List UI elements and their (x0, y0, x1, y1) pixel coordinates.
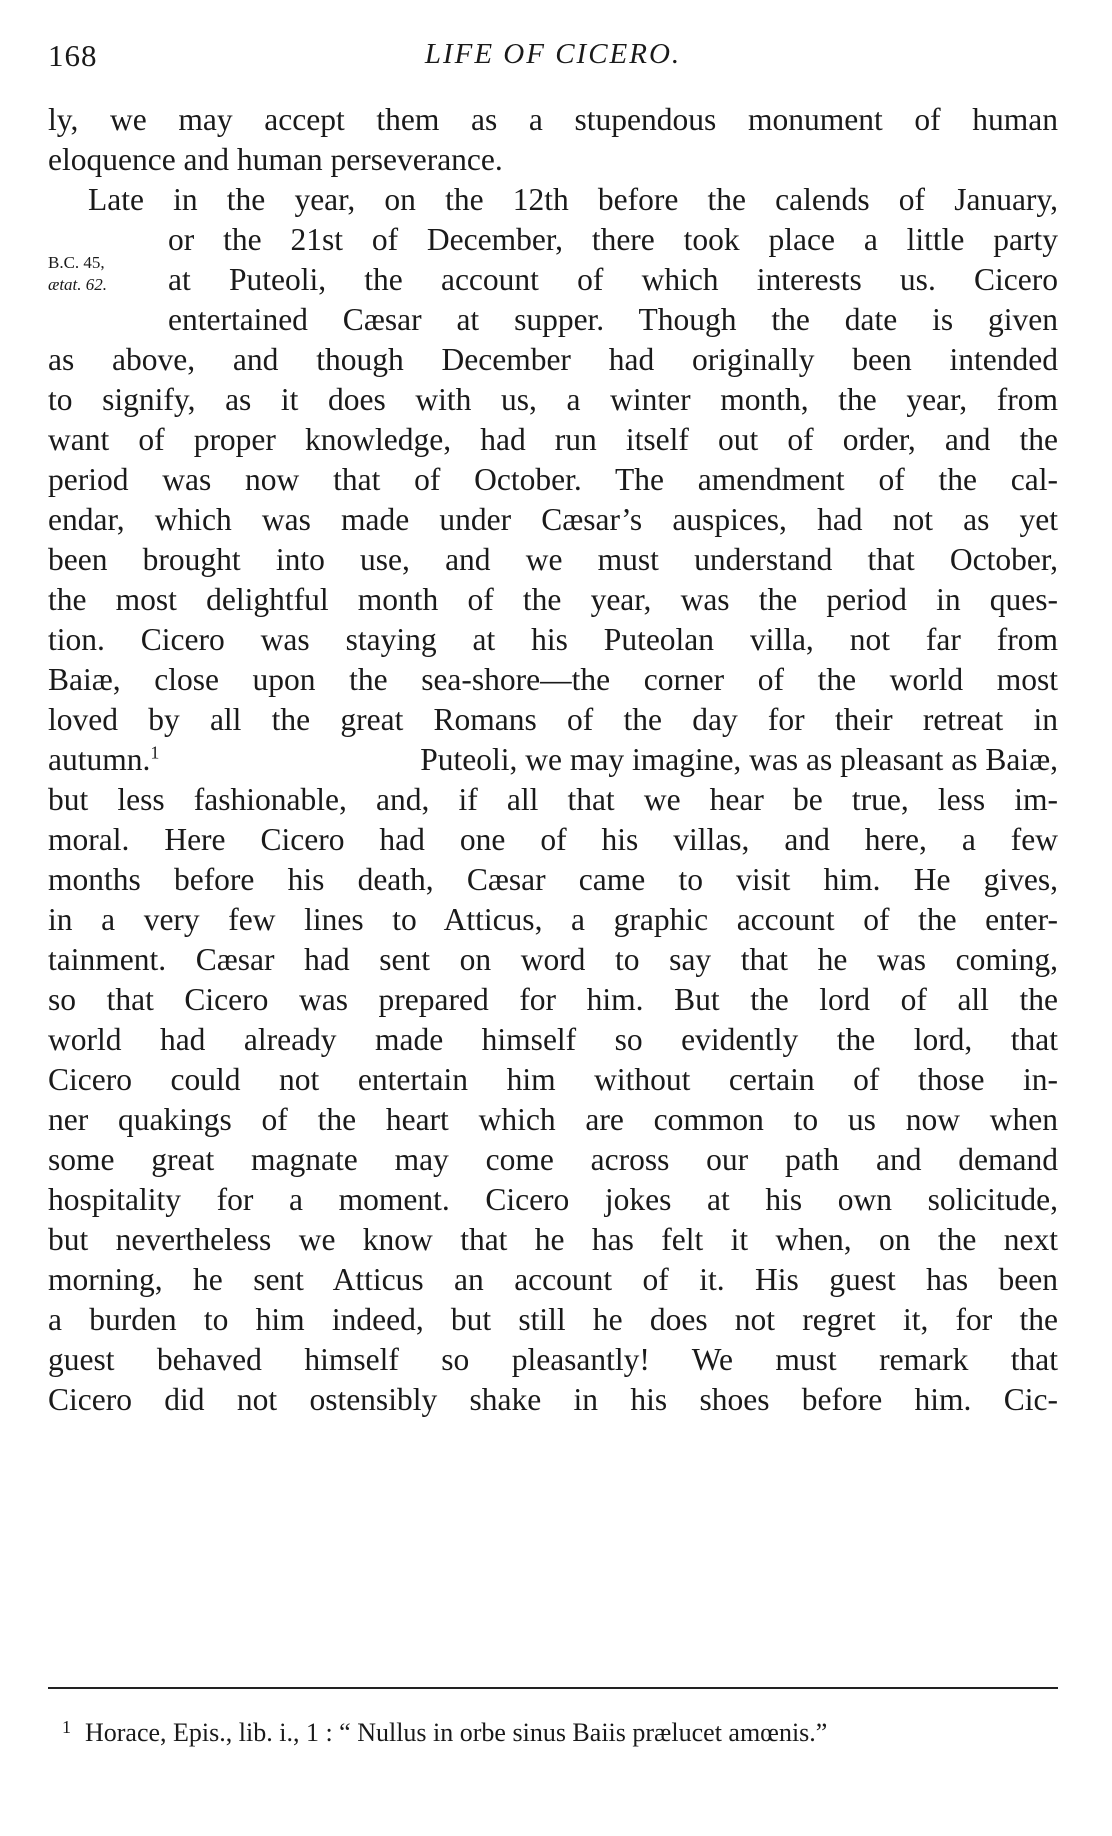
text-line: a burden to him indeed, but still he does not regret it, for the (48, 1302, 1058, 1337)
footnote-divider (48, 1687, 1058, 1689)
text-line: Cicero could not entertain him without certain of those in- (48, 1062, 1058, 1097)
text-line: guest behaved himself so pleasantly! We must remark that (48, 1342, 1058, 1377)
text-line: ly, we may accept them as a stupendous monument of human (48, 102, 1058, 137)
margin-note-year: B.C. 45, (48, 253, 105, 272)
text-line: in a very few lines to Atticus, a graphic account of the enter- (48, 902, 1058, 937)
margin-note-age: ætat. 62. (48, 275, 108, 294)
text-line: or the 21st of December, there took place a little party (168, 222, 1058, 257)
text-line: Late in the year, on the 12th before the calends of January, (88, 182, 1058, 217)
text-segment: Puteoli, we may imagine, was as pleasant as Baiæ, (420, 742, 1058, 777)
text-line: months before his death, Cæsar came to visit him. He gives, (48, 862, 1058, 897)
margin-note (48, 252, 107, 296)
text-line: tion. Cicero was staying at his Puteolan villa, not far from (48, 622, 1058, 657)
text-line: Cicero did not ostensibly shake in his shoes before him. Cic- (48, 1382, 1058, 1417)
text-line: but less fashionable, and, if all that we hear be true, less im- (48, 782, 1058, 817)
text-line (48, 740, 1058, 780)
text-line: Baiæ, close upon the sea-shore—the corner of the world most (48, 662, 1058, 697)
text-line: but nevertheless we know that he has felt it when, on the next (48, 1222, 1058, 1257)
footnote (62, 1710, 1052, 1750)
text-line: some great magnate may come across our path and demand (48, 1142, 1058, 1177)
text-line: as above, and though December had originally been intended (48, 342, 1058, 377)
text-line: world had already made himself so evidently the lord, that (48, 1022, 1058, 1057)
text-line: loved by all the great Romans of the day for their retreat in (48, 702, 1058, 737)
text-line: want of proper knowledge, had run itself out of order, and the (48, 422, 1058, 457)
page-number: 168 (48, 38, 98, 73)
text-line: entertained Cæsar at supper. Though the date is given (168, 302, 1058, 337)
running-title: LIFE OF CICERO. (424, 38, 682, 70)
text-line: tainment. Cæsar had sent on word to say that he was coming, (48, 942, 1058, 977)
text-line: to signify, as it does with us, a winter month, the year, from (48, 382, 1058, 417)
text-line: so that Cicero was prepared for him. But the lord of all the (48, 982, 1058, 1017)
text-line: at Puteoli, the account of which interests us. Cicero (168, 262, 1058, 297)
text-line: period was now that of October. The amendment of the cal- (48, 462, 1058, 497)
text-segment: autumn. (48, 742, 151, 777)
footnote-text: Horace, Epis., lib. i., 1 : “ Nullus in orbe sinus Baiis prælucet amœnis.” (85, 1718, 828, 1747)
footnote-marker: 1 (62, 1717, 71, 1737)
text-line: morning, he sent Atticus an account of it. His guest has been (48, 1262, 1058, 1297)
footnote-reference: 1 (150, 742, 160, 763)
text-line: been brought into use, and we must understand that October, (48, 542, 1058, 577)
text-line: hospitality for a moment. Cicero jokes at his own solicitude, (48, 1182, 1058, 1217)
text-line: the most delightful month of the year, was the period in ques- (48, 582, 1058, 617)
text-line: eloquence and human perseverance. (48, 142, 503, 177)
page-header (48, 38, 1058, 78)
text-line: ner quakings of the heart which are common to us now when (48, 1102, 1058, 1137)
text-line: moral. Here Cicero had one of his villas, and here, a few (48, 822, 1058, 857)
text-line: endar, which was made under Cæsar’s auspices, had not as yet (48, 502, 1058, 537)
